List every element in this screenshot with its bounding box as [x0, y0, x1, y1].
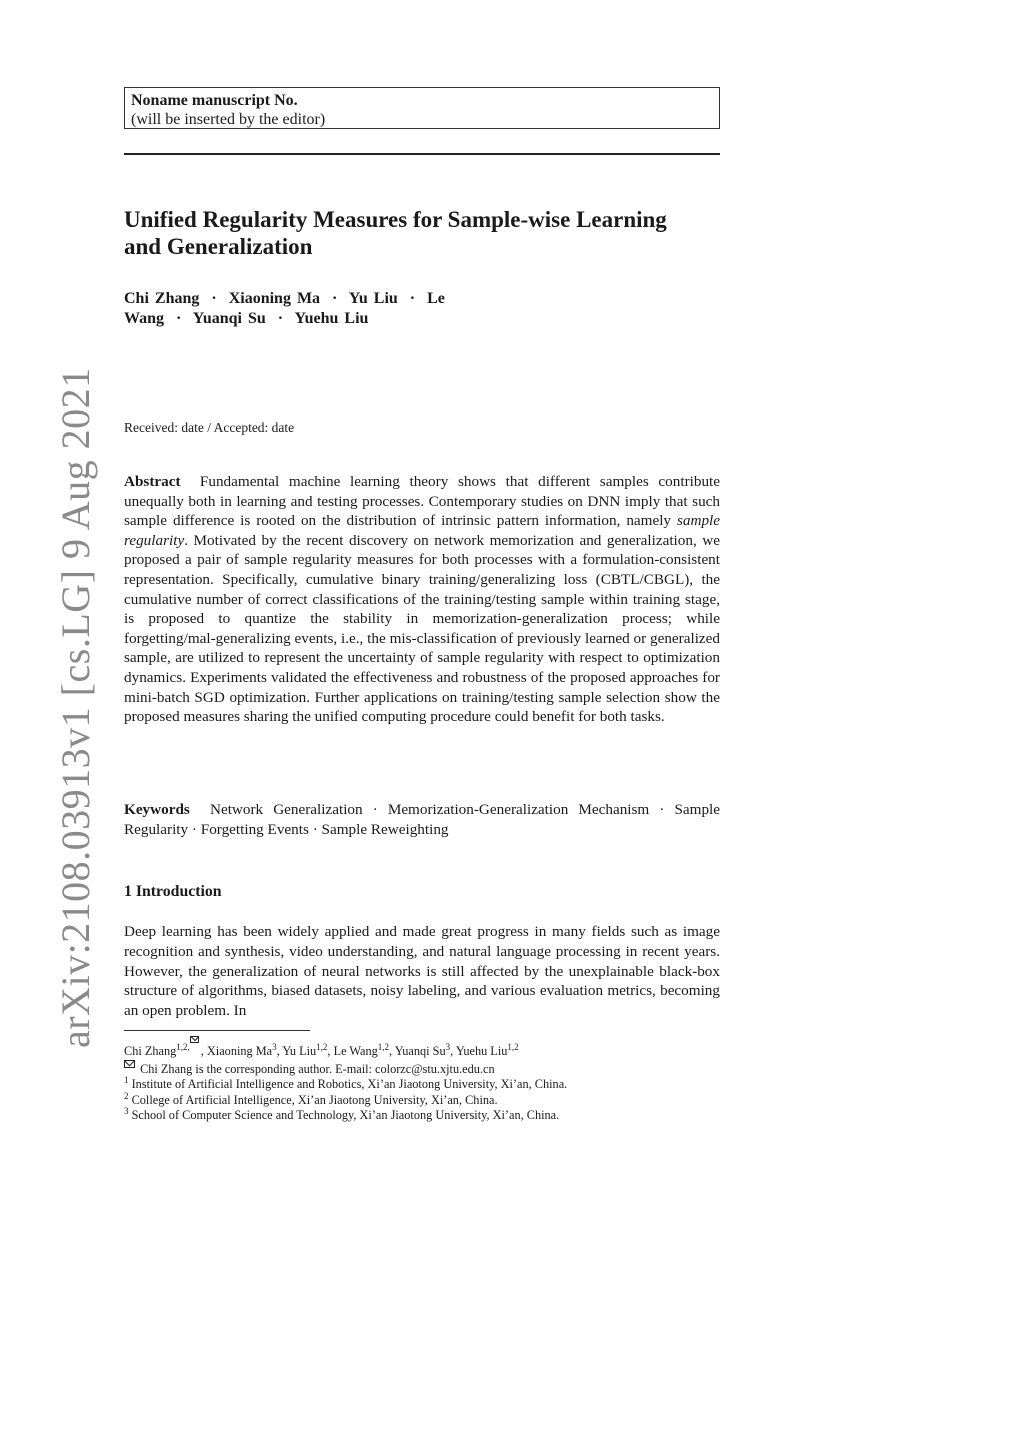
affiliation-text: Institute of Artificial Intelligence and Robotics, Xi’an Jiaotong University, Xi’an, China. [131, 1077, 568, 1092]
footnote-author: , Yu Liu [276, 1044, 317, 1059]
affiliation-mark: 2 [124, 1090, 129, 1101]
keywords-label: Keywords [124, 801, 190, 818]
title-line: and Generalization [124, 234, 313, 259]
abstract-label: Abstract [124, 473, 181, 490]
editor-note: (will be inserted by the editor) [131, 111, 326, 128]
affiliation-text: College of Artificial Intelligence, Xi’an Jiaotong University, Xi’an, China. [131, 1092, 498, 1107]
footnote-author: Chi Zhang [124, 1044, 177, 1059]
footnotes [124, 1036, 720, 1124]
abstract-text-rest: . Motivated by the recent discovery on network memorization and generalization, we proposed a pair of sample regularity measures for both processes with a formulation-consistent representation. Specifically, cumulative binary training/generalizing loss (CBTL/CBGL), the cumulative number of correct classifications of the training/testing sample within training stage, is proposed to quantize the stability in memorization-generalization process; while forgetting/mal-generalizing events, i.e., the mis-classification of previously learned or generalized sample, are utilized to represent the uncertainty of sample regularity with respect to optimization dynamics. Experiments validated the effectiveness and robustness of the proposed approaches for mini-batch SGD optimization. Further applications on training/testing sample selection show the proposed measures sharing the unified computing procedure could benefit for both tasks. [124, 531, 720, 726]
affiliation-mark: 1 [124, 1075, 129, 1085]
footnote-author-sup: 1,2 [507, 1042, 519, 1052]
footnote-affiliation [124, 1077, 720, 1093]
footnote-author-sup: 1,2 [377, 1042, 390, 1052]
keywords [124, 800, 720, 839]
paper-title [124, 206, 720, 260]
title-line: Unified Regularity Measures for Sample-wise Learning [124, 207, 667, 232]
affiliation-text: School of Computer Science and Technology, Xi’an Jiaotong University, Xi’an, China. [131, 1108, 560, 1123]
footnote-authors [124, 1036, 720, 1060]
mail-icon [124, 1060, 135, 1068]
footnote-author: , Yuanqi Su [389, 1044, 446, 1059]
abstract-text: Fundamental machine learning theory shows that different samples contribute unequally both in learning and testing processes. Contemporary studies on DNN imply that such sample difference is rooted on the distribution of intrinsic pattern information, namely [124, 473, 721, 530]
affiliation-mark: 3 [124, 1106, 129, 1116]
authors-line: Wang · Yuanqi Su · Yuehu Liu [124, 310, 369, 327]
manuscript-label: Noname manuscript No. [131, 92, 298, 109]
footnote-affiliation [124, 1108, 720, 1124]
footnote-affiliation [124, 1090, 720, 1109]
arxiv-identifier[interactable]: arXiv:2108.03913v1 [cs.LG] 9 Aug 2021 [53, 367, 98, 1048]
footnote-author-sup: 3 [272, 1042, 277, 1052]
footnote-rule [124, 1030, 310, 1031]
mail-icon [190, 1036, 199, 1043]
corresponding-text: Chi Zhang is the corresponding author. E-mail: colorzc@stu.xjtu.edu.cn [140, 1061, 495, 1076]
abstract [124, 472, 720, 727]
footnote-author: , Yuehu Liu [450, 1044, 508, 1059]
footnote-author-sup: 1,2, [176, 1042, 190, 1052]
footnote-author-sup: 3 [445, 1042, 451, 1052]
abstract-emphasis: sample regularity [124, 512, 720, 549]
introduction-text: Deep learning has been widely applied and made great progress in many fields such as image recognition and synthesis, video understanding, and natural language processing in recent years. However, the generalization of neural networks is still affected by the unexplainable black-box structure of algorithms, biased datasets, noisy labeling, and various evaluation metrics, becoming an open problem. In [124, 923, 720, 1020]
footnote-author-sup: 1,2 [316, 1042, 328, 1052]
keywords-text: Network Generalization · Memorization-Generalization Mechanism · Sample Regularity · Forgetting Events · Sample Reweighting [124, 801, 721, 838]
manuscript-box [124, 87, 720, 129]
author-list [124, 289, 494, 329]
footnote-author: , Xiaoning Ma [200, 1044, 273, 1059]
header-rule [124, 153, 720, 155]
received-date: Received: date / Accepted: date [124, 420, 295, 435]
footnote-author: , Le Wang [327, 1044, 378, 1059]
footnote-corresponding [124, 1060, 720, 1078]
authors-line: Chi Zhang · Xiaoning Ma · Yu Liu · Le [124, 290, 445, 307]
section-heading: 1 Introduction [124, 883, 222, 900]
